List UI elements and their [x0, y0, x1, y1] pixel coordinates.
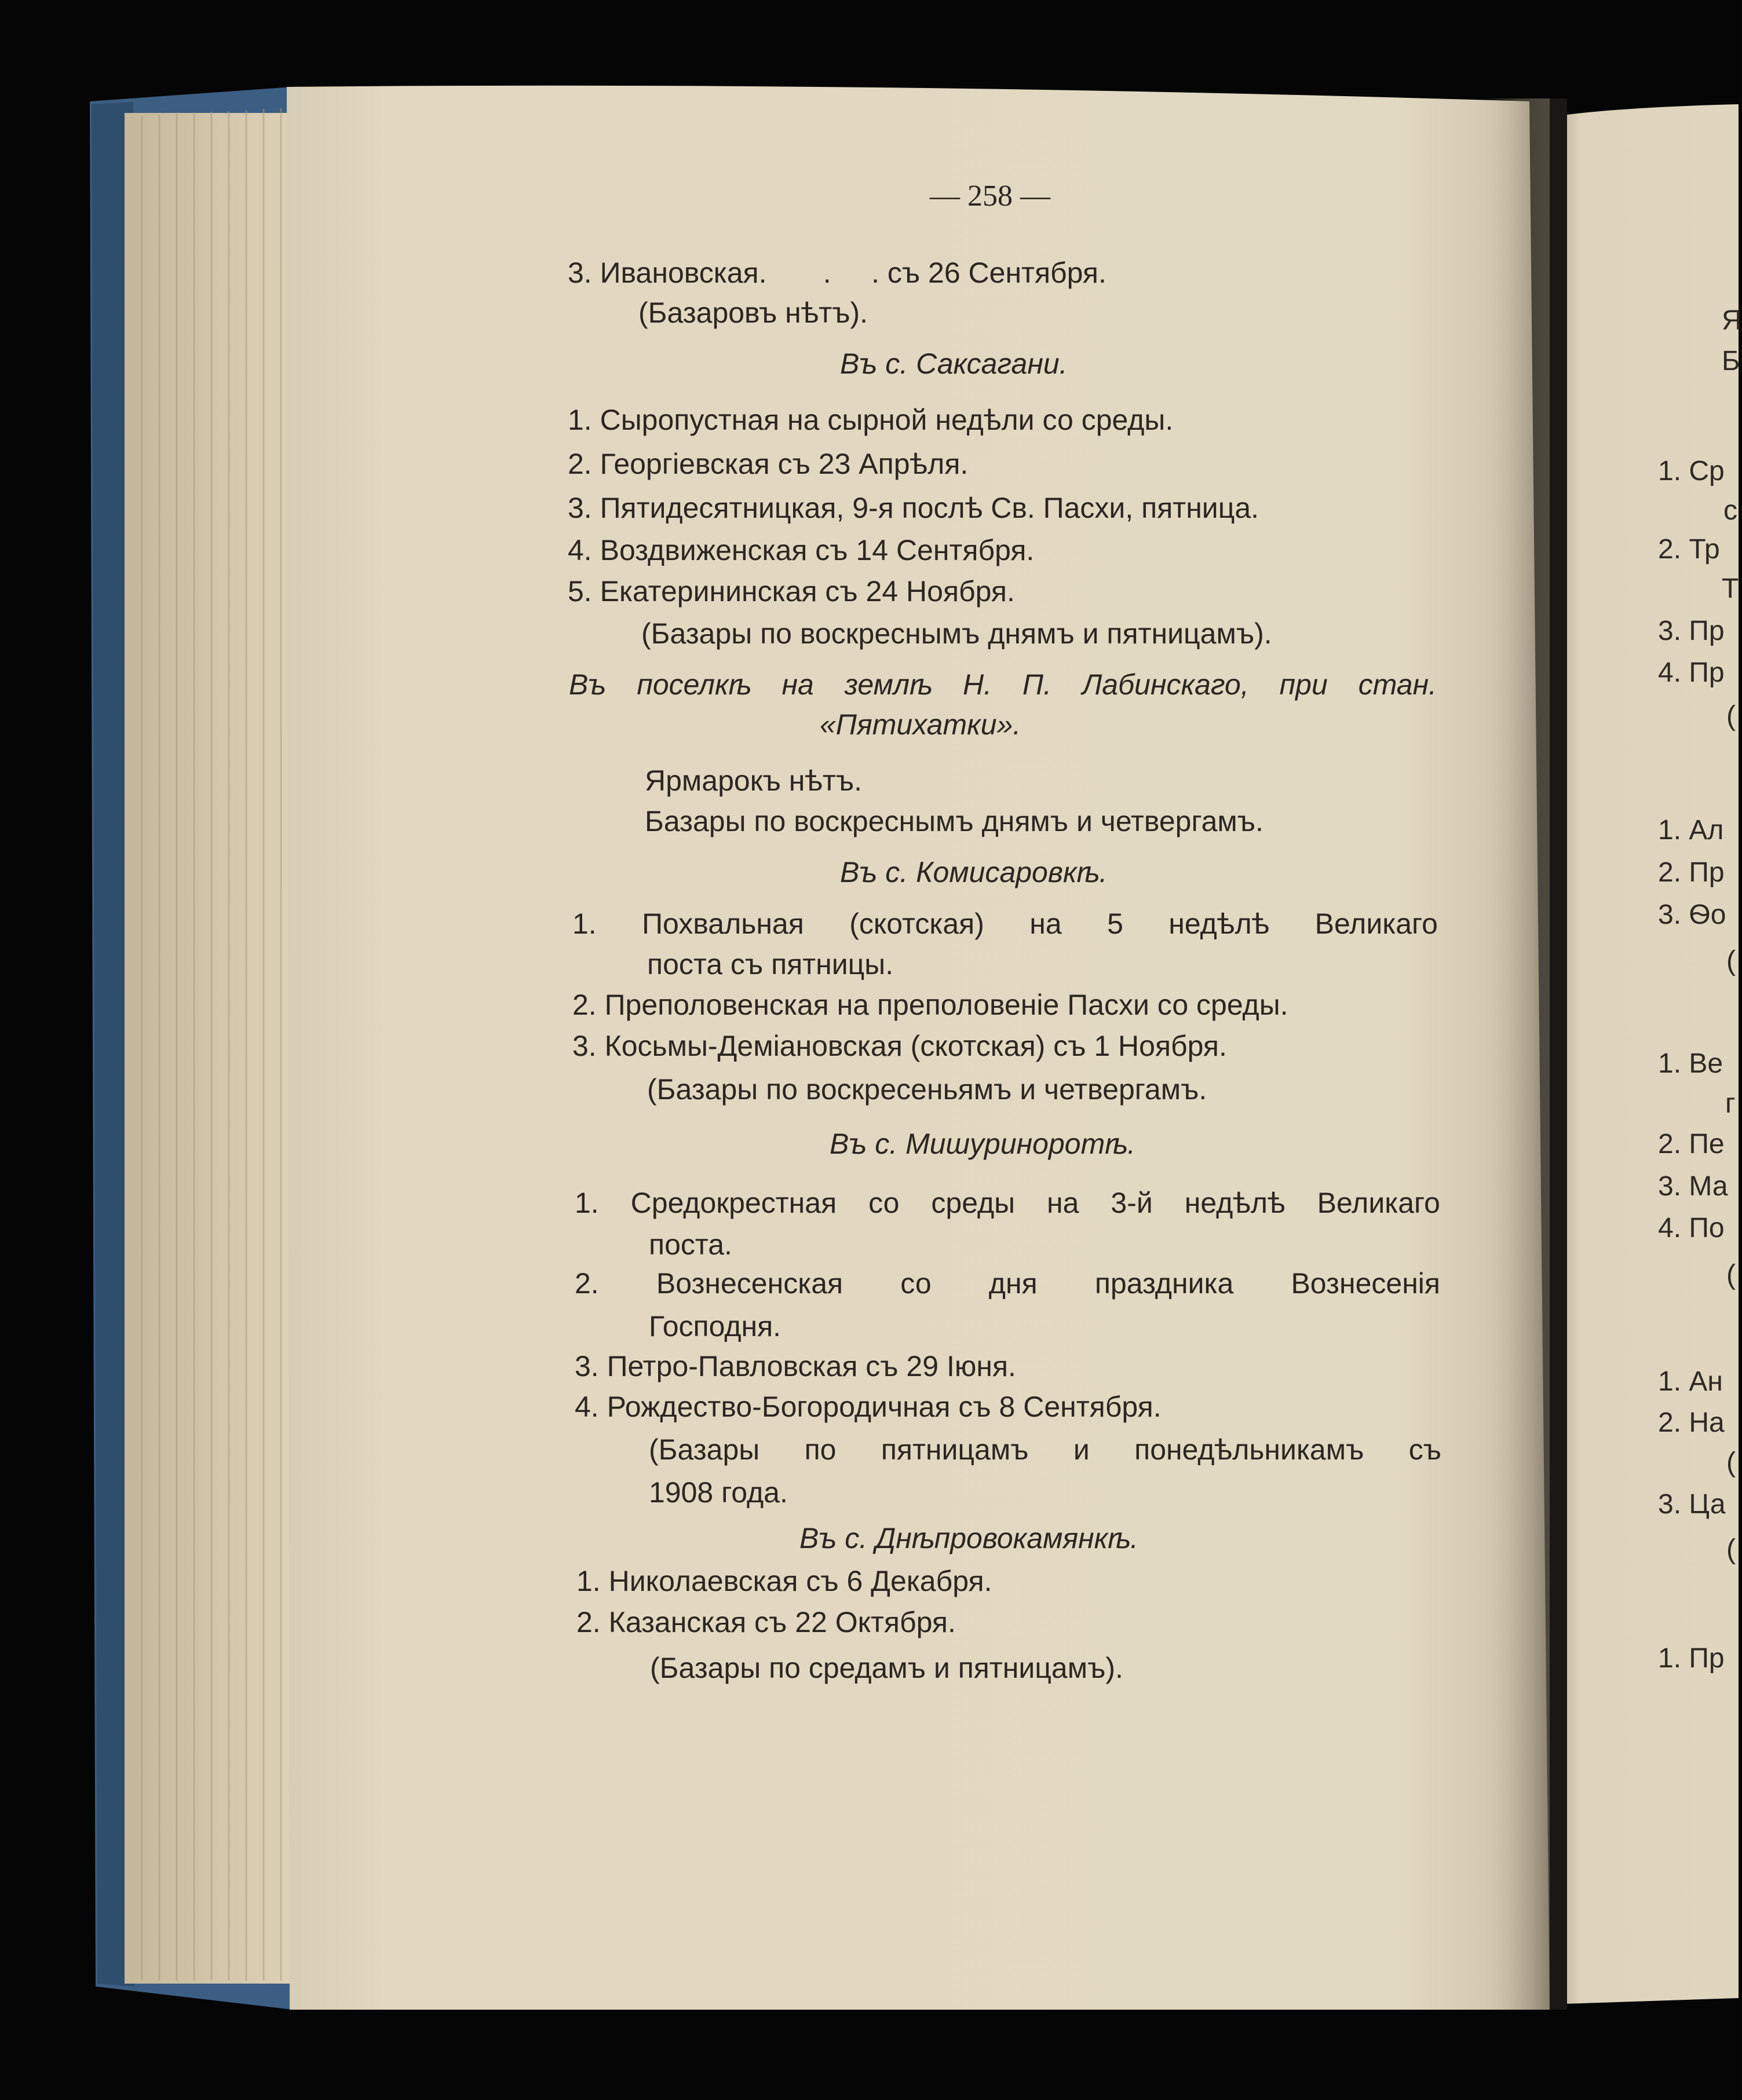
saksagani-item-3: 3. Пятидесятницкая, 9-я послѣ Св. Пасхи, пятница. — [568, 492, 1259, 524]
right-fragment: 2. Пр — [1658, 857, 1725, 888]
komisarovka-item-2: 2. Преполовенская на преполовеніе Пасхи со среды. — [572, 989, 1288, 1021]
dneprokamyanka-note: (Базары по средамъ и пятницамъ). — [650, 1652, 1123, 1684]
saksagani-item-4: 4. Воздвиженская съ 14 Сентября. — [568, 534, 1035, 566]
right-fragment: ( — [1726, 1260, 1736, 1290]
right-fragment: 2. Пе — [1658, 1129, 1725, 1159]
saksagani-note: (Базары по воскреснымъ днямъ и пятницамъ). — [641, 617, 1272, 650]
page-edges — [125, 113, 293, 1984]
right-fragment: 4. Пр — [1658, 657, 1725, 688]
saksagani-item-5: 5. Екатерининская съ 24 Ноября. — [568, 575, 1015, 608]
right-fragment: г — [1725, 1088, 1736, 1119]
pyatikhatki-line-1: Ярмарокъ нѣтъ. — [645, 764, 863, 797]
right-fragment: с — [1723, 495, 1737, 526]
mishurin-item-1-cont: поста. — [649, 1228, 732, 1261]
right-fragment: ( — [1726, 1534, 1736, 1565]
dneprokamyanka-heading: Въ с. Днѣпровокамянкѣ. — [799, 1522, 1139, 1554]
right-fragment: 2. Тр — [1658, 534, 1720, 565]
mishurin-item-3: 3. Петро-Павловская съ 29 Іюня. — [575, 1350, 1016, 1382]
right-fragment: 2. На — [1658, 1407, 1725, 1438]
right-fragment: 1. Пр — [1658, 1643, 1725, 1674]
mishurin-note-cont: 1908 года. — [649, 1476, 788, 1509]
right-fragment: 3. Пр — [1658, 616, 1725, 646]
right-fragment: ( — [1726, 701, 1736, 731]
saksagani-heading: Въ с. Саксагани. — [840, 347, 1068, 380]
right-fragment: 1. Ан — [1658, 1366, 1723, 1397]
right-fragment: 3. Ма — [1658, 1171, 1728, 1202]
ivanovka-item: 3. Ивановская. . . съ 26 Сентября. — [568, 257, 1106, 289]
saksagani-item-1: 1. Сыропустная на сырной недѣли со среды. — [568, 404, 1174, 436]
dneprokamyanka-item-1: 1. Николаевская съ 6 Декабря. — [576, 1565, 992, 1597]
right-fragment: 3. Ца — [1658, 1489, 1726, 1520]
pyatikhatki-heading: Въ поселкѣ на землѣ Н. П. Лабинскаго, при стан. — [569, 668, 1437, 701]
right-fragment: ( — [1726, 946, 1736, 976]
pyatikhatki-heading-cont: «Пятихатки». — [820, 708, 1021, 741]
right-fragment: 4. По — [1658, 1213, 1725, 1243]
right-fragment: ( — [1726, 1447, 1736, 1478]
right-fragment: 1. Ве — [1658, 1048, 1723, 1079]
right-fragment: 3. Ѳо — [1658, 899, 1726, 930]
pyatikhatki-line-2: Базары по воскреснымъ днямъ и четвергамъ. — [645, 805, 1263, 837]
mishurin-item-2: 2. Вознесенская со дня праздника Вознесенія — [575, 1267, 1440, 1300]
page-number: — 258 — — [930, 180, 1050, 213]
right-fragment: Я — [1722, 305, 1742, 336]
komisarovka-item-1-cont: поста съ пятницы. — [647, 948, 894, 981]
mishurin-item-1: 1. Средокрестная со среды на 3-й недѣлѣ Великаго — [575, 1187, 1440, 1219]
right-fragment: 1. Ср — [1658, 456, 1725, 486]
saksagani-item-2: 2. Георгіевская съ 23 Апрѣля. — [568, 448, 969, 480]
dneprokamyanka-item-2: 2. Казанская съ 22 Октября. — [576, 1606, 956, 1638]
komisarovka-heading: Въ с. Комисаровкѣ. — [840, 856, 1108, 888]
mishurin-note: (Базары по пятницамъ и понедѣльникамъ съ — [649, 1433, 1441, 1466]
mishurin-item-4: 4. Рождество-Богородичная съ 8 Сентября. — [575, 1391, 1162, 1423]
komisarovka-note: (Базары по воскресеньямъ и четвергамъ. — [647, 1073, 1207, 1106]
right-fragment: Т — [1722, 573, 1739, 604]
right-fragment: 1. Ал — [1658, 815, 1724, 846]
komisarovka-item-1: 1. Похвальная (скотская) на 5 недѣлѣ Великаго — [572, 908, 1438, 940]
ivanovka-note: (Базаровъ нѣтъ). — [638, 297, 868, 329]
mishurin-item-2-cont: Господня. — [649, 1310, 781, 1342]
mishurin-heading: Въ с. Мишуриноротѣ. — [830, 1128, 1136, 1160]
right-fragment: Б — [1722, 346, 1740, 376]
komisarovka-item-3: 3. Косьмы-Деміановская (скотская) съ 1 Ноября. — [572, 1030, 1227, 1062]
